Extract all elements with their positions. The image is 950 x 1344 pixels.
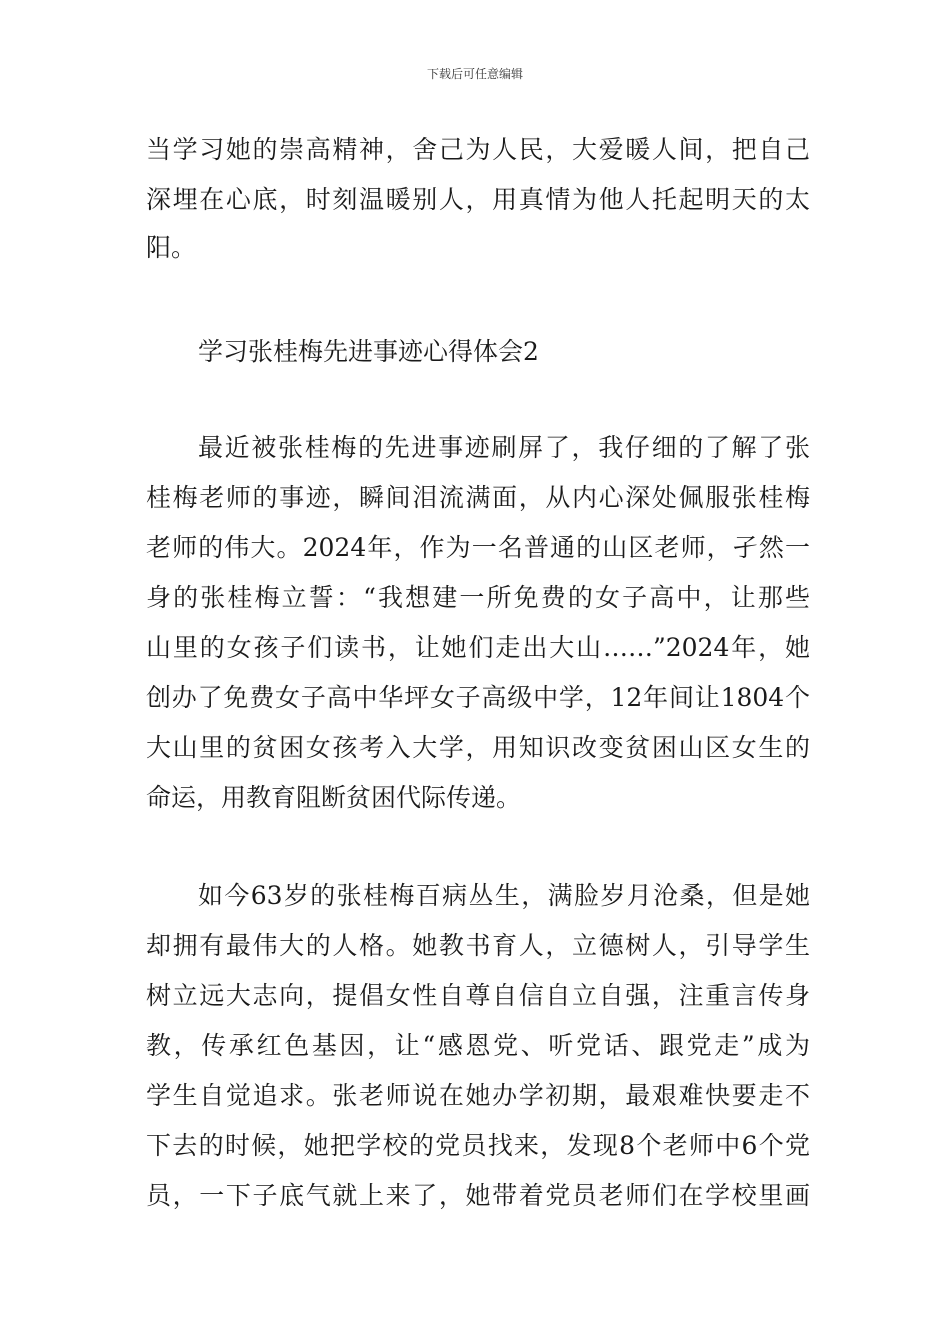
paragraph-2-line-1: 最近被张桂梅的先进事迹刷屏了，我仔细的了解了张 [198, 433, 810, 462]
paragraph-2-line-8: 命运，用教育阻断贫困代际传递。 [146, 783, 522, 812]
paragraph-2-line-3: 老师的伟大。2024年，作为一名普通的山区老师，孑然一 [146, 533, 810, 562]
paragraph-3-line-1: 如今63岁的张桂梅百病丛生，满脸岁月沧桑，但是她 [198, 881, 810, 910]
paragraph-2-line-5: 山里的女孩子们读书，让她们走出大山……”2024年，她 [146, 633, 810, 662]
paragraph-2-line-4: 身的张桂梅立誓：“我想建一所免费的女子高中，让那些 [146, 583, 810, 612]
paragraph-2-line-2: 桂梅老师的事迹，瞬间泪流满面，从内心深处佩服张桂梅 [146, 483, 810, 512]
paragraph-3-line-2: 却拥有最伟大的人格。她教书育人，立德树人，引导学生 [146, 931, 810, 960]
paragraph-3-line-6: 下去的时候，她把学校的党员找来，发现8个老师中6个党 [146, 1131, 810, 1160]
paragraph-2-line-7: 大山里的贫困女孩考入大学，用知识改变贫困山区女生的 [146, 733, 810, 762]
paragraph-3-line-4: 教，传承红色基因，让“感恩党、听党话、跟党走”成为 [146, 1031, 810, 1060]
paragraph-3-line-7: 员，一下子底气就上来了，她带着党员老师们在学校里画 [146, 1181, 810, 1210]
paragraph-3-line-3: 树立远大志向，提倡女性自尊自信自立自强，注重言传身 [146, 981, 810, 1010]
paragraph-1-line-2: 深埋在心底，时刻温暖别人，用真情为他人托起明天的太 [146, 185, 810, 214]
paragraph-1-line-1: 当学习她的崇高精神，舍己为人民，大爱暖人间，把自己 [146, 135, 810, 164]
paragraph-1-line-3: 阳。 [146, 233, 197, 262]
paragraph-3-line-5: 学生自觉追求。张老师说在她办学初期，最艰难快要走不 [146, 1081, 810, 1110]
paragraph-2-line-6: 创办了免费女子高中华坪女子高级中学，12年间让1804个 [146, 683, 810, 712]
section-heading: 学习张桂梅先进事迹心得体会2 [198, 337, 539, 366]
page-header-note: 下载后可任意编辑 [426, 67, 523, 81]
